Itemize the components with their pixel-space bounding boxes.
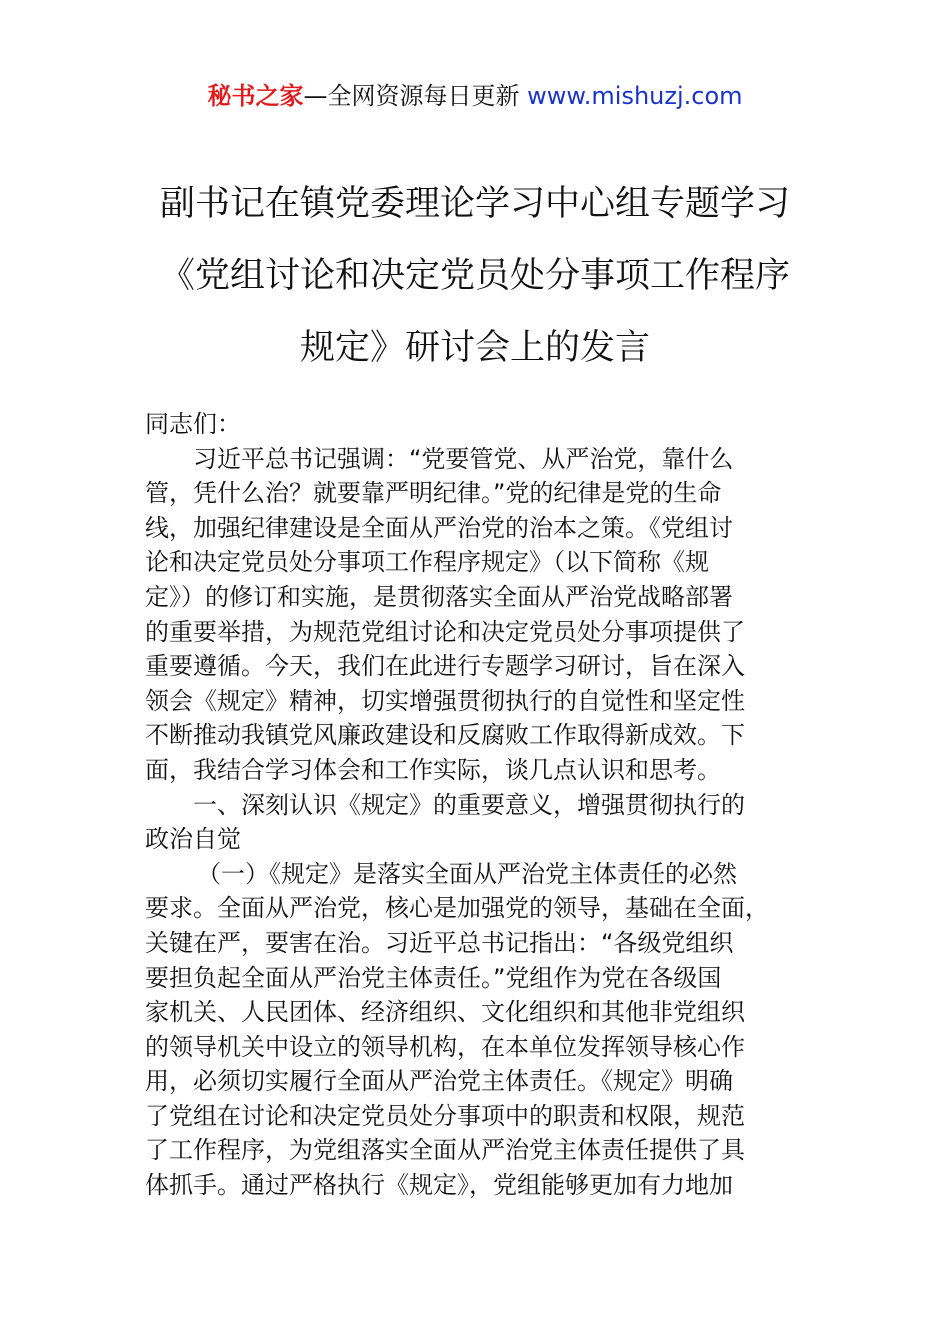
brand-name: 秘书之家 xyxy=(207,82,304,110)
subsection-heading: （一）《规定》是落实全面从严治党主体责任的必然 xyxy=(197,859,737,888)
body-line: 定》）的修订和实施，是贯彻落实全面从严治党战略部署 xyxy=(145,582,733,611)
body-line: 体抓手。通过严格执行《规定》，党组能够更加有力地加 xyxy=(145,1171,733,1200)
body-line: 的重要举措，为规范党组讨论和决定党员处分事项提供了 xyxy=(145,617,745,646)
title-line: 《党组讨论和决定党员处分事项工作程序 xyxy=(159,256,790,296)
body-line: 用，必须切实履行全面从严治党主体责任。《规定》明确 xyxy=(145,1067,733,1096)
body-line: 论和决定党员处分事项工作程序规定》（以下简称《规 xyxy=(145,548,709,577)
section-heading: 一、深刻认识《规定》的重要意义，增强贯彻执行的 xyxy=(193,790,745,819)
body-line: 家机关、人民团体、经济组织、文化组织和其他非党组织 xyxy=(145,998,745,1027)
document-title xyxy=(0,168,950,384)
body-line: 了党组在讨论和决定党员处分事项中的职责和权限，规范 xyxy=(145,1101,745,1130)
body-line: 管，凭什么治？就要靠严明纪律。”党的纪律是党的生命 xyxy=(145,479,722,508)
section-heading: 政治自觉 xyxy=(145,825,241,854)
body-line: 关键在严，要害在治。习近平总书记指出：“各级党组织 xyxy=(145,928,734,957)
salutation: 同志们： xyxy=(145,410,241,438)
body-line: 要担负起全面从严治党主体责任。”党组作为党在各级国 xyxy=(145,963,722,992)
body-line: 领会《规定》精神，切实增强贯彻执行的自觉性和坚定性 xyxy=(145,686,745,715)
site-header xyxy=(0,78,950,114)
body-line: 要求。全面从严治党，核心是加强党的领导，基础在全面， xyxy=(145,894,769,923)
title-line: 规定》研讨会上的发言 xyxy=(299,328,650,368)
body-line: 了工作程序，为党组落实全面从严治党主体责任提供了具 xyxy=(145,1136,745,1165)
site-tagline: —全网资源每日更新 xyxy=(303,82,528,110)
body-line: 的领导机关中设立的领导机构，在本单位发挥领导核心作 xyxy=(145,1032,745,1061)
body-line: 习近平总书记强调：“党要管党、从严治党，靠什么 xyxy=(193,444,734,473)
body-line: 重要遵循。今天，我们在此进行专题学习研讨，旨在深入 xyxy=(145,652,745,681)
body-line: 线，加强纪律建设是全面从严治党的治本之策。《党组讨 xyxy=(145,513,733,542)
title-line: 副书记在镇党委理论学习中心组专题学习 xyxy=(159,184,790,224)
body-line: 不断推动我镇党风廉政建设和反腐败工作取得新成效。下 xyxy=(145,721,745,750)
site-url-link[interactable]: www.mishuzj.com xyxy=(527,82,743,110)
body-line: 面，我结合学习体会和工作实际，谈几点认识和思考。 xyxy=(145,755,721,784)
document-body xyxy=(145,407,811,1203)
